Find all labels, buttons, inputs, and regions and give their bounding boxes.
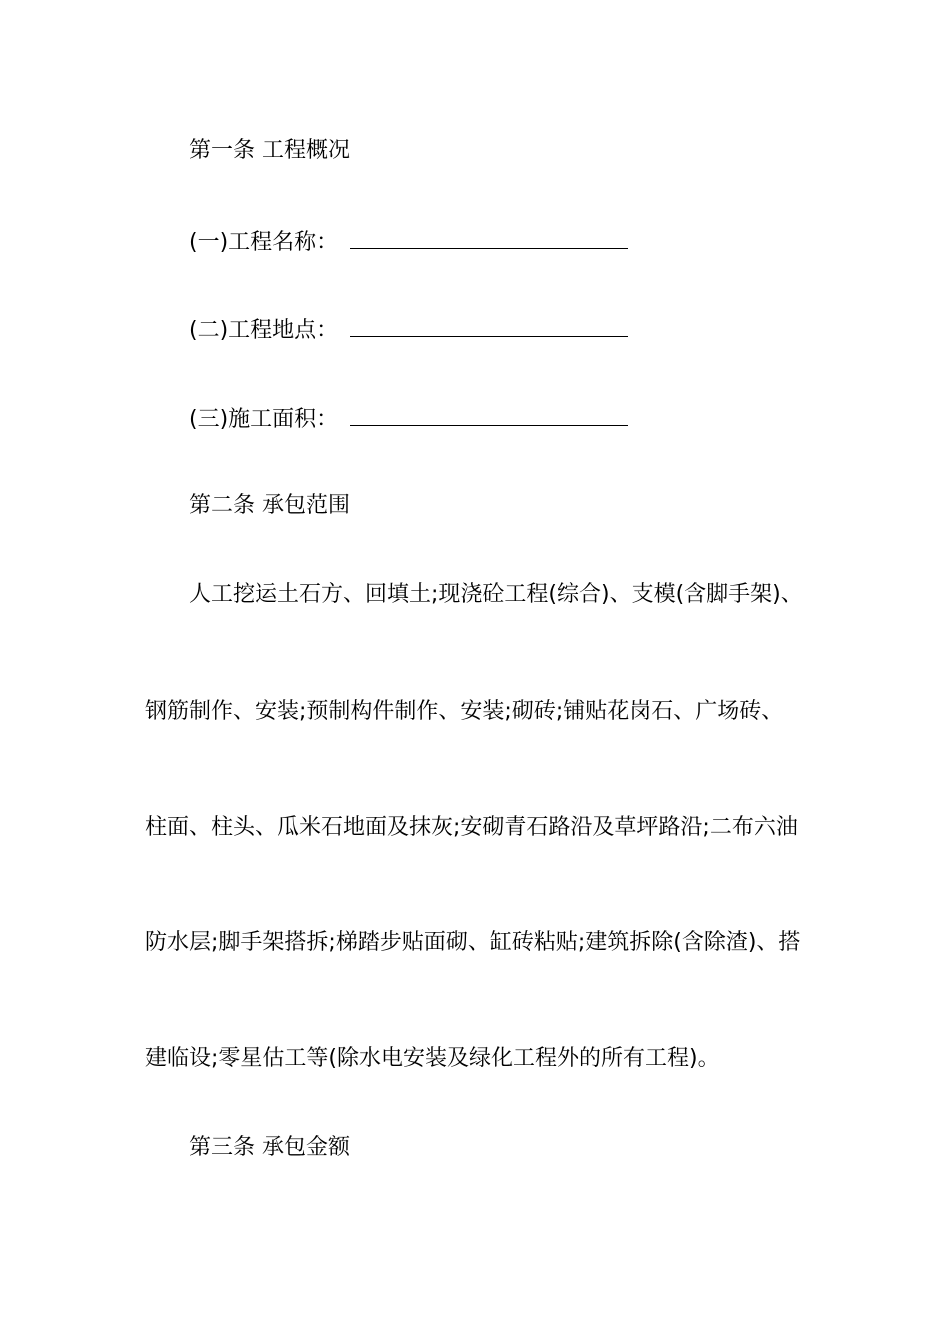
project-location-label: (二)工程地点：	[189, 318, 339, 343]
project-name-blank	[350, 226, 628, 249]
article-1-heading: 第一条 工程概况	[189, 138, 350, 163]
project-location-row	[189, 314, 628, 346]
scope-paragraph-line: 建临设;零星估工等(除水电安装及绿化工程外的所有工程)。	[145, 1046, 720, 1071]
scope-paragraph-line: 人工挖运土石方、回填土;现浇砼工程(综合)、支模(含脚手架)、	[189, 582, 803, 607]
construction-area-blank	[350, 403, 628, 426]
project-name-label: (一)工程名称：	[189, 230, 339, 255]
scope-paragraph-line: 钢筋制作、安装;预制构件制作、安装;砌砖;铺贴花岗石、广场砖、	[145, 699, 784, 724]
construction-area-row	[189, 403, 628, 435]
scope-paragraph-line: 柱面、柱头、瓜米石地面及抹灰;安砌青石路沿及草坪路沿;二布六油	[145, 815, 798, 840]
article-3-heading: 第三条 承包金额	[189, 1135, 350, 1160]
project-location-blank	[350, 314, 628, 337]
article-2-heading: 第二条 承包范围	[189, 493, 350, 518]
construction-area-label: (三)施工面积：	[189, 407, 339, 432]
project-name-row	[189, 226, 628, 258]
scope-paragraph-line: 防水层;脚手架搭拆;梯踏步贴面砌、缸砖粘贴;建筑拆除(含除渣)、搭	[145, 930, 801, 955]
